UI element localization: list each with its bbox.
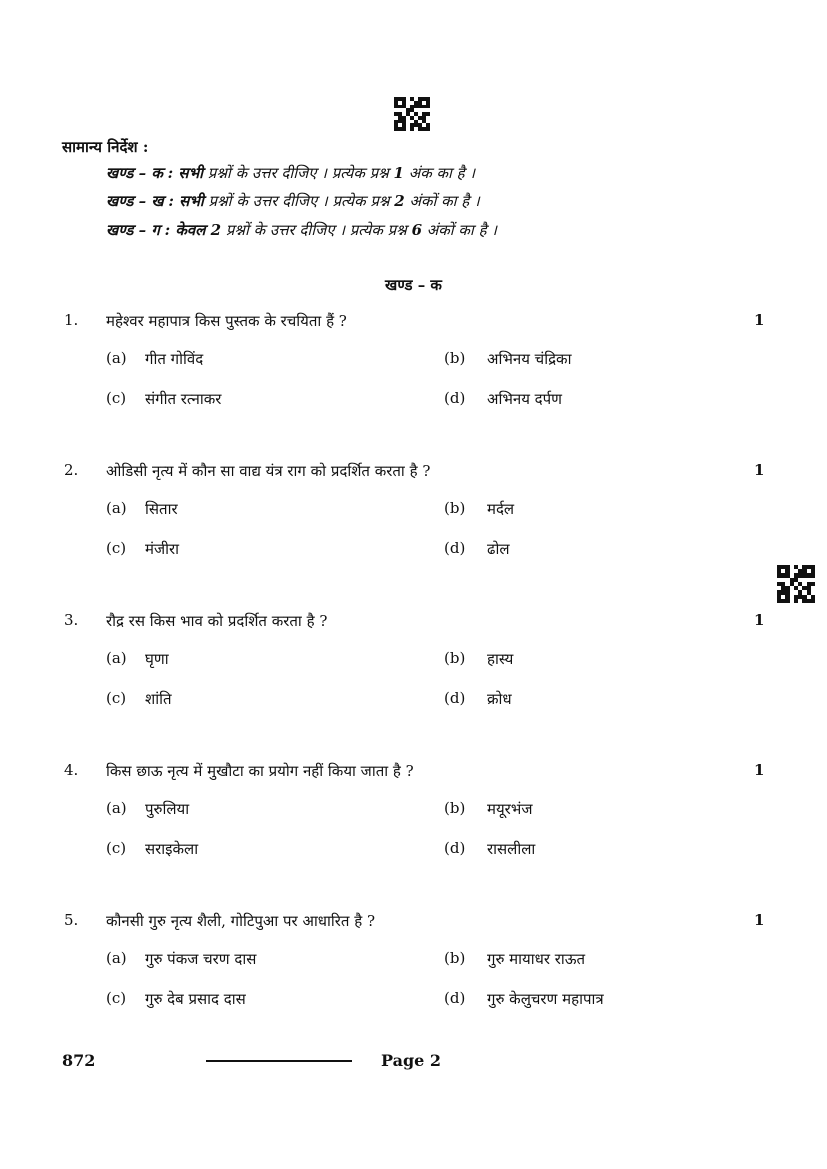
option-label: (a) <box>106 649 127 667</box>
qr-code-side <box>777 565 815 603</box>
option-label: (a) <box>106 499 127 517</box>
instruction-line-2 <box>106 191 480 211</box>
option-text: संगीत रत्नाकर <box>145 390 222 408</box>
option-label: (b) <box>444 649 466 667</box>
instruction-text-end: अंक का है । <box>403 164 476 182</box>
option-label: (c) <box>106 539 127 557</box>
instruction-text-end: अंकों का है । <box>404 192 480 210</box>
option-text: गीत गोविंद <box>145 350 204 368</box>
question-marks: 1 <box>754 461 765 479</box>
instruction-number: 1 <box>393 164 404 182</box>
option-text: मयूरभंज <box>487 800 533 818</box>
instruction-section-label: खण्ड – क <box>106 164 163 182</box>
qr-code-top <box>394 97 430 131</box>
option-label: (a) <box>106 949 127 967</box>
option-label: (c) <box>106 689 127 707</box>
option-text: सराइकेला <box>145 840 199 858</box>
instruction-text: प्रश्नों के उत्तर दीजिए । प्रत्येक प्रश्न <box>203 192 395 210</box>
option-text: अभिनय चंद्रिका <box>487 350 572 368</box>
question-number: 4. <box>64 761 79 779</box>
instruction-section-label: खण्ड – ग <box>106 221 160 239</box>
question-text: रौद्र रस किस भाव को प्रदर्शित करता है ? <box>106 612 328 630</box>
option-label: (d) <box>444 689 466 707</box>
question-number: 3. <box>64 611 79 629</box>
question-text: ओडिसी नृत्य में कौन सा वाद्य यंत्र राग को प्रदर्शित करता है ? <box>106 462 431 480</box>
option-label: (b) <box>444 799 466 817</box>
option-label: (a) <box>106 799 127 817</box>
section-title: खण्ड – क <box>385 276 442 294</box>
option-text: गुरु पंकज चरण दास <box>145 950 257 968</box>
page-number: Page 2 <box>381 1051 442 1070</box>
option-text: घृणा <box>145 650 169 668</box>
question-marks: 1 <box>754 611 765 629</box>
option-label: (c) <box>106 839 127 857</box>
instruction-text-end: अंकों का है । <box>422 221 497 239</box>
option-text: शांति <box>145 690 172 708</box>
instruction-number: 2 <box>394 192 405 210</box>
option-text: अभिनय दर्पण <box>487 390 563 408</box>
instruction-text: प्रश्नों के उत्तर दीजिए । प्रत्येक प्रश्न <box>221 221 412 239</box>
option-label: (c) <box>106 389 127 407</box>
option-text: मंजीरा <box>145 540 180 558</box>
option-text: मर्दल <box>487 500 515 518</box>
option-label: (b) <box>444 949 466 967</box>
option-label: (d) <box>444 539 466 557</box>
option-text: पुरुलिया <box>145 800 190 818</box>
question-text: कौनसी गुरु नृत्य शैली, गोटिपुआ पर आधारित है ? <box>106 912 376 930</box>
option-text: गुरु देब प्रसाद दास <box>145 990 246 1008</box>
option-label: (b) <box>444 349 466 367</box>
instruction-number: 6 <box>411 221 422 239</box>
option-text: रासलीला <box>487 840 536 858</box>
question-text: किस छाऊ नृत्य में मुखौटा का प्रयोग नहीं किया जाता है ? <box>106 762 414 780</box>
instruction-section-label: खण्ड – ख <box>106 192 164 210</box>
option-label: (d) <box>444 989 466 1007</box>
instruction-bold-part: : सभी <box>168 192 204 210</box>
option-label: (b) <box>444 499 466 517</box>
option-label: (d) <box>444 839 466 857</box>
instruction-bold-part: : सभी <box>167 164 204 182</box>
option-text: क्रोध <box>487 690 512 708</box>
option-label: (d) <box>444 389 466 407</box>
option-label: (c) <box>106 989 127 1007</box>
option-text: ढोल <box>487 540 510 558</box>
question-number: 5. <box>64 911 79 929</box>
question-text: महेश्वर महापात्र किस पुस्तक के रचयिता हैं ? <box>106 312 347 330</box>
instruction-bold-part: : केवल 2 <box>164 221 222 239</box>
question-number: 1. <box>64 311 79 329</box>
instruction-text: प्रश्नों के उत्तर दीजिए । प्रत्येक प्रश्न <box>203 164 394 182</box>
question-marks: 1 <box>754 911 765 929</box>
instruction-line-3 <box>106 220 497 240</box>
instruction-line-1 <box>106 163 475 183</box>
option-text: गुरु मायाधर राऊत <box>487 950 586 968</box>
question-marks: 1 <box>754 311 765 329</box>
option-text: हास्य <box>487 650 514 668</box>
question-number: 2. <box>64 461 79 479</box>
option-text: गुरु केलुचरण महापात्र <box>487 990 604 1008</box>
question-marks: 1 <box>754 761 765 779</box>
paper-code: 872 <box>62 1051 96 1070</box>
option-text: सितार <box>145 500 178 518</box>
option-label: (a) <box>106 349 127 367</box>
footer-divider <box>206 1060 352 1062</box>
instructions-heading: सामान्य निर्देश : <box>62 138 149 156</box>
